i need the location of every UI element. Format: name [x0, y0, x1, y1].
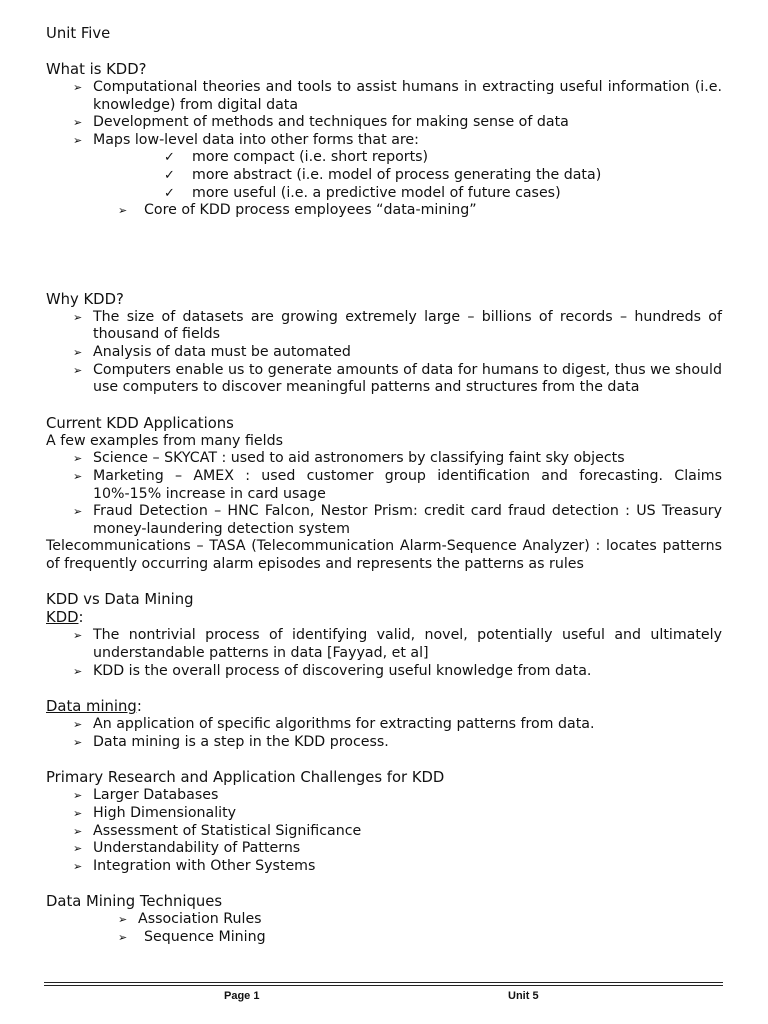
- list-item: ➢ The size of datasets are growing extremely large – billions of records – hundreds of thousand of fields: [73, 308, 722, 343]
- unit-title: Unit Five: [46, 25, 111, 42]
- arrow-bullet-icon: ➢: [73, 718, 83, 732]
- arrow-bullet-icon: ➢: [73, 452, 83, 466]
- list-item: ➢ The nontrivial process of identifying valid, novel, potentially useful and ultimately understandable patterns in data [Fayyad, et al]: [73, 627, 722, 662]
- arrow-bullet-icon: ➢: [73, 469, 83, 483]
- list-item: ➢ Analysis of data must be automated: [73, 343, 351, 360]
- check-item: ✓ more useful (i.e. a predictive model of future cases): [164, 184, 561, 201]
- arrow-bullet-icon: ➢: [73, 664, 83, 678]
- footer-page-number: Page 1: [224, 990, 260, 1002]
- arrow-bullet-icon: ➢: [73, 789, 83, 803]
- arrow-bullet-icon: ➢: [73, 133, 83, 147]
- arrow-bullet-icon: ➢: [73, 735, 83, 749]
- list-item: ➢ Integration with Other Systems: [73, 857, 316, 874]
- section-heading-what-is-kdd: What is KDD?: [46, 61, 147, 78]
- list-item: ➢ Larger Databases: [73, 787, 219, 804]
- footer-unit-label: Unit 5: [508, 990, 539, 1002]
- arrow-bullet-icon: ➢: [73, 345, 83, 359]
- footer-rule: [44, 982, 723, 983]
- list-item: ➢ Computational theories and tools to assist humans in extracting useful information (i.e. knowledge) from digital data: [73, 79, 722, 113]
- arrow-bullet-icon: ➢: [73, 629, 83, 643]
- arrow-bullet-icon: ➢: [73, 310, 83, 324]
- arrow-bullet-icon: ➢: [73, 116, 83, 130]
- arrow-bullet-icon: ➢: [73, 81, 83, 94]
- list-item: ➢ Association Rules: [118, 911, 262, 928]
- arrow-bullet-icon: ➢: [73, 842, 83, 856]
- applications-intro: A few examples from many fields: [46, 432, 283, 449]
- arrow-bullet-icon: ➢: [118, 204, 128, 218]
- arrow-bullet-icon: ➢: [73, 859, 83, 873]
- section-heading-techniques: Data Mining Techniques: [46, 893, 223, 911]
- kdd-label: KDD:: [46, 609, 84, 627]
- list-item: ➢ Understandability of Patterns: [73, 840, 301, 857]
- data-mining-label: Data mining:: [46, 698, 142, 716]
- check-item: ✓ more compact (i.e. short reports): [164, 149, 429, 166]
- telecom-paragraph: Telecommunications – TASA (Telecommunication Alarm-Sequence Analyzer) : locates patterns of frequently occurring alarm episodes and represents the patterns as rules: [46, 538, 722, 572]
- arrow-bullet-icon: ➢: [73, 363, 83, 377]
- list-item: ➢ High Dimensionality: [73, 805, 237, 822]
- checkmark-icon: ✓: [164, 167, 175, 183]
- list-item: ➢ Data mining is a step in the KDD process.: [73, 733, 389, 750]
- section-heading-why-kdd: Why KDD?: [46, 290, 124, 308]
- section-heading-applications: Current KDD Applications: [46, 414, 234, 432]
- list-item: ➢ Science – SKYCAT : used to aid astronomers by classifying faint sky objects: [73, 450, 625, 467]
- arrow-bullet-icon: ➢: [118, 931, 128, 944]
- arrow-bullet-icon: ➢: [118, 913, 128, 927]
- list-item: ➢ Computers enable us to generate amounts of data for humans to digest, thus we should use computers to discover meaningful patterns and structures from the data: [73, 361, 722, 396]
- list-item: ➢ Development of methods and techniques for making sense of data: [73, 114, 569, 131]
- arrow-bullet-icon: ➢: [73, 807, 83, 821]
- section-heading-kdd-vs-dm: KDD vs Data Mining: [46, 591, 194, 609]
- list-item: ➢ KDD is the overall process of discovering useful knowledge from data.: [73, 662, 592, 679]
- list-item: ➢ Maps low-level data into other forms that are:: [73, 131, 419, 148]
- list-item: ➢ Core of KDD process employees “data-mining”: [118, 202, 477, 219]
- page-footer: [44, 982, 723, 1006]
- list-item: ➢ An application of specific algorithms for extracting patterns from data.: [73, 716, 595, 733]
- document-page: [46, 25, 722, 947]
- checkmark-icon: ✓: [164, 150, 175, 166]
- list-item: ➢ Marketing – AMEX : used customer group identification and forecasting. Claims 10%-15% increase in card usage: [73, 467, 722, 502]
- list-item: ➢ Fraud Detection – HNC Falcon, Nestor Prism: credit card fraud detection : US Treasury money-laundering detection system: [73, 503, 722, 537]
- section-heading-challenges: Primary Research and Application Challenges for KDD: [46, 769, 445, 787]
- check-item: ✓ more abstract (i.e. model of process generating the data): [164, 166, 602, 183]
- list-item: ➢ Assessment of Statistical Significance: [73, 822, 362, 839]
- checkmark-icon: ✓: [164, 185, 175, 201]
- arrow-bullet-icon: ➢: [73, 824, 83, 838]
- arrow-bullet-icon: ➢: [73, 505, 83, 519]
- list-item: ➢ Sequence Mining: [118, 929, 266, 945]
